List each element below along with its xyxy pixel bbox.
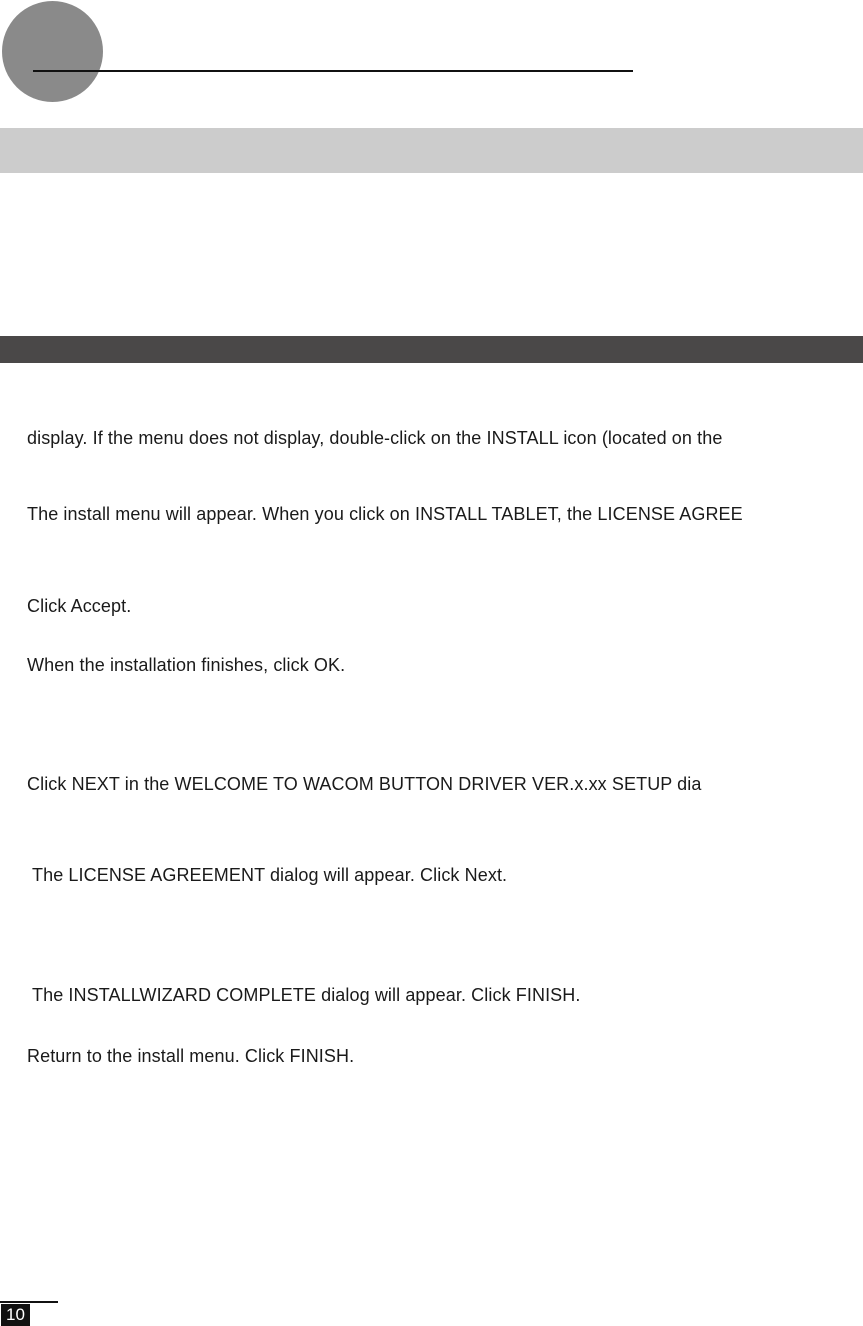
step-text-click-next-welcome: Click NEXT in the WELCOME TO WACOM BUTTON DRIVER VER.x.xx SETUP dia <box>27 774 702 794</box>
step-text-license-agreement: The LICENSE AGREEMENT dialog will appear. Click Next. <box>32 865 508 885</box>
title-underline <box>33 70 633 72</box>
step-text-return-to-menu: Return to the install menu. Click FINISH. <box>27 1046 355 1066</box>
chapter-circle-badge <box>2 1 103 102</box>
step-text-installation-finishes: When the installation finishes, click OK. <box>27 655 346 675</box>
step-text-installwizard-complete: The INSTALLWIZARD COMPLETE dialog will appear. Click FINISH. <box>32 985 581 1005</box>
section-header-band <box>0 128 863 173</box>
step-text-install-menu: The install menu will appear. When you click on INSTALL TABLET, the LICENSE AGREE <box>27 504 743 524</box>
step-text-click-accept: Click Accept. <box>27 596 132 616</box>
footer-rule <box>0 1301 58 1303</box>
page-number: 10 <box>1 1304 30 1326</box>
step-text-display-menu: display. If the menu does not display, double-click on the INSTALL icon (located on the <box>27 428 723 448</box>
subsection-header-band <box>0 336 863 363</box>
